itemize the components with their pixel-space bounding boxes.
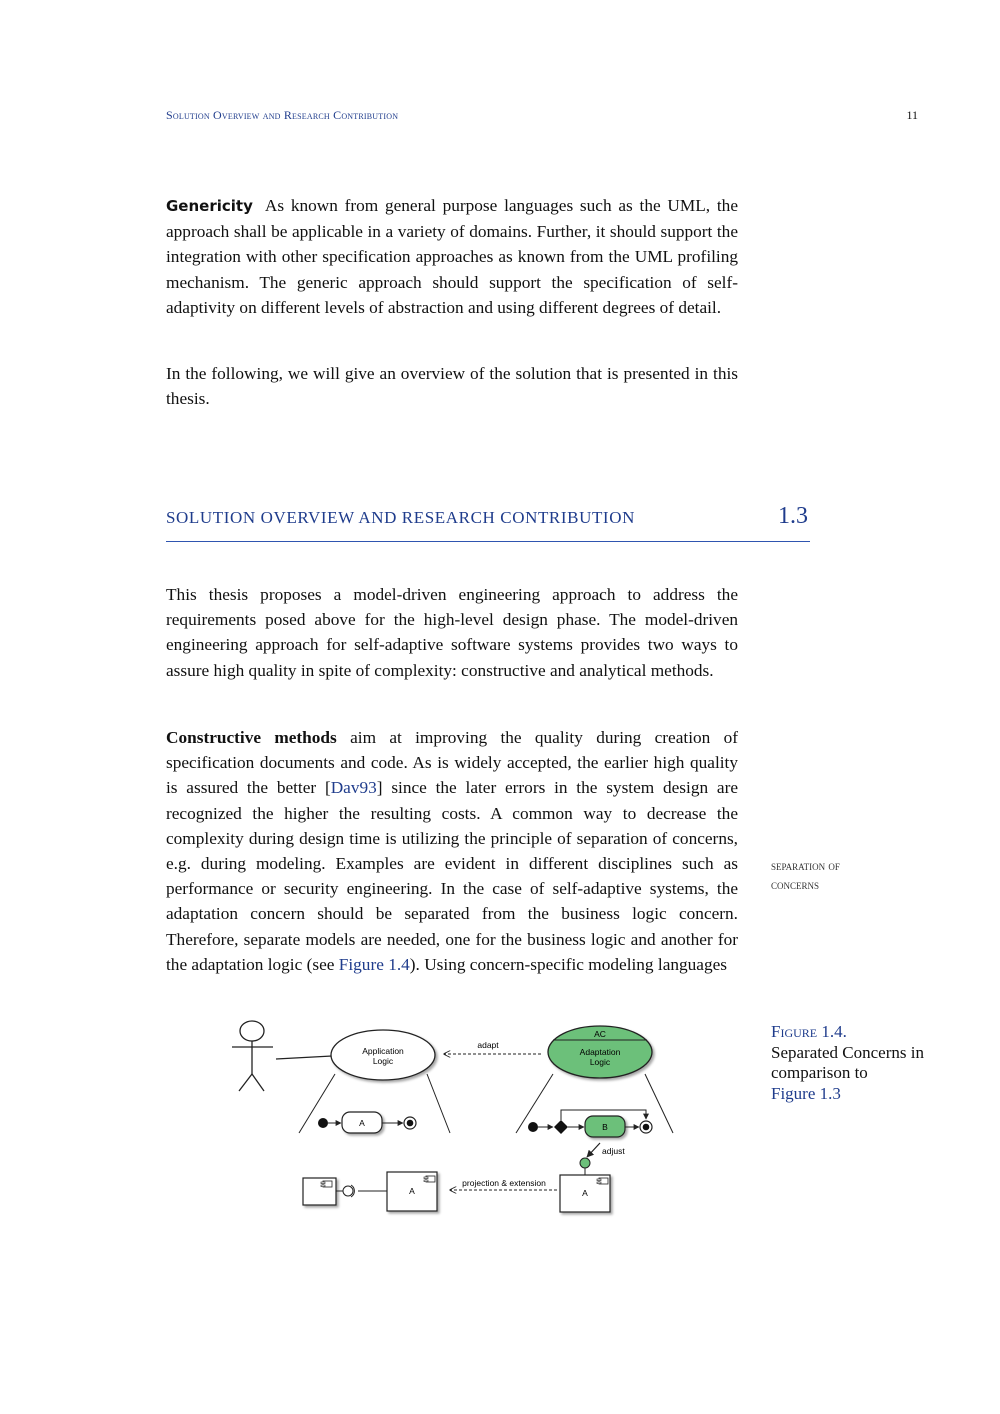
intro-paragraph: This thesis proposes a model-driven engineering approach to address the requirements posed above for the high-level design phase. The model-driven engineering approach for self-adaptive software systems provides two ways to assure high quality in spite of complexity: constructive and analytical methods.	[166, 585, 738, 680]
constructive-lead: Constructive methods	[166, 728, 337, 747]
left-activity-end-inner	[407, 1120, 414, 1127]
component-right-icon-tab-2	[597, 1182, 601, 1184]
figure-caption-text: Separated Concerns in comparison to	[771, 1042, 924, 1082]
genericity-text: As known from general purpose languages such as the UML, the approach shall be applicable in a variety of domains. Further, it should support the integration with other specification approaches as known from the UML profiling mechanism. The generic approach should support the specification of self-adaptivity on different levels of abstraction and using different degrees of detail.	[166, 196, 738, 317]
adjust-arrow	[587, 1143, 600, 1157]
decision-node	[554, 1120, 568, 1134]
figure-caption	[771, 1022, 961, 1104]
adapt-label: adapt	[477, 1040, 499, 1050]
adaptation-logic-header: AC	[594, 1029, 606, 1039]
actor-association-line	[276, 1056, 332, 1059]
section-title: SOLUTION OVERVIEW AND RESEARCH CONTRIBUTION	[166, 508, 635, 527]
section-number: 1.3	[778, 503, 808, 529]
genericity-paragraph	[166, 193, 738, 320]
running-title: Solution Overview and Research Contribution	[166, 108, 399, 122]
left-cone-line-1	[299, 1074, 335, 1133]
adaptation-logic-label-2: Logic	[589, 1057, 611, 1067]
application-logic-label-2: Logic	[372, 1056, 394, 1066]
right-activity-start	[528, 1122, 538, 1132]
activity-a-label: A	[359, 1118, 365, 1128]
constructive-text-1: aim at improving the quality during creation of specification documents and code. As is widely accepted, the earlier high quality is assured the better [	[166, 728, 738, 798]
citation-link[interactable]: Dav93	[330, 778, 377, 798]
page-number: 11	[906, 108, 918, 122]
left-activity-start	[318, 1118, 328, 1128]
constructive-text-2: ] since the later errors in the system design are recognized the higher the resulting costs. A common way to decrease the complexity during design time is utilizing the principle of separation of concerns, e.g. during modeling. Examples are evident in different disciplines such as performance or security engineering. In the case of self-adaptive systems, the adaptation concern should be separated from the business logic concern. Therefore, separate models are needed, one for the business logic and another for the adaptation logic (see	[166, 778, 738, 974]
component-left-label: A	[409, 1186, 415, 1196]
application-logic-label-1: Application	[362, 1046, 404, 1056]
interface-component-icon-tab-1	[321, 1182, 325, 1184]
figure-ref-link[interactable]: Figure 1.4	[338, 954, 410, 974]
component-left-icon-tab-1	[424, 1177, 428, 1179]
actor-icon	[232, 1021, 273, 1091]
projection-label: projection & extension	[462, 1178, 546, 1188]
component-left-icon-tab-2	[424, 1180, 428, 1182]
margin-note: separation of concerns	[771, 858, 840, 892]
figure-label: Figure 1.4.	[771, 1022, 847, 1041]
adjust-port	[580, 1158, 590, 1168]
provided-interface	[343, 1186, 353, 1196]
figure-diagram	[220, 1012, 690, 1222]
adjust-label: adjust	[602, 1146, 625, 1156]
genericity-lead: Genericity	[166, 197, 253, 215]
adaptation-logic-label-1: Adaptation	[579, 1047, 621, 1057]
section-heading	[166, 505, 810, 542]
component-right-label: A	[582, 1188, 588, 1198]
following-paragraph: In the following, we will give an overview of the solution that is presented in this thesis.	[166, 364, 738, 409]
constructive-text-3: ). Using concern-specific modeling languages	[409, 954, 727, 974]
right-activity-end-inner	[643, 1124, 650, 1131]
interface-component-icon-tab-2	[321, 1185, 325, 1187]
figure-caption-ref[interactable]: Figure 1.3	[771, 1083, 841, 1103]
activity-b-label: B	[602, 1122, 608, 1132]
component-right-icon-tab-1	[597, 1179, 601, 1181]
constructive-paragraph	[166, 725, 738, 977]
left-cone-line-2	[427, 1074, 450, 1133]
